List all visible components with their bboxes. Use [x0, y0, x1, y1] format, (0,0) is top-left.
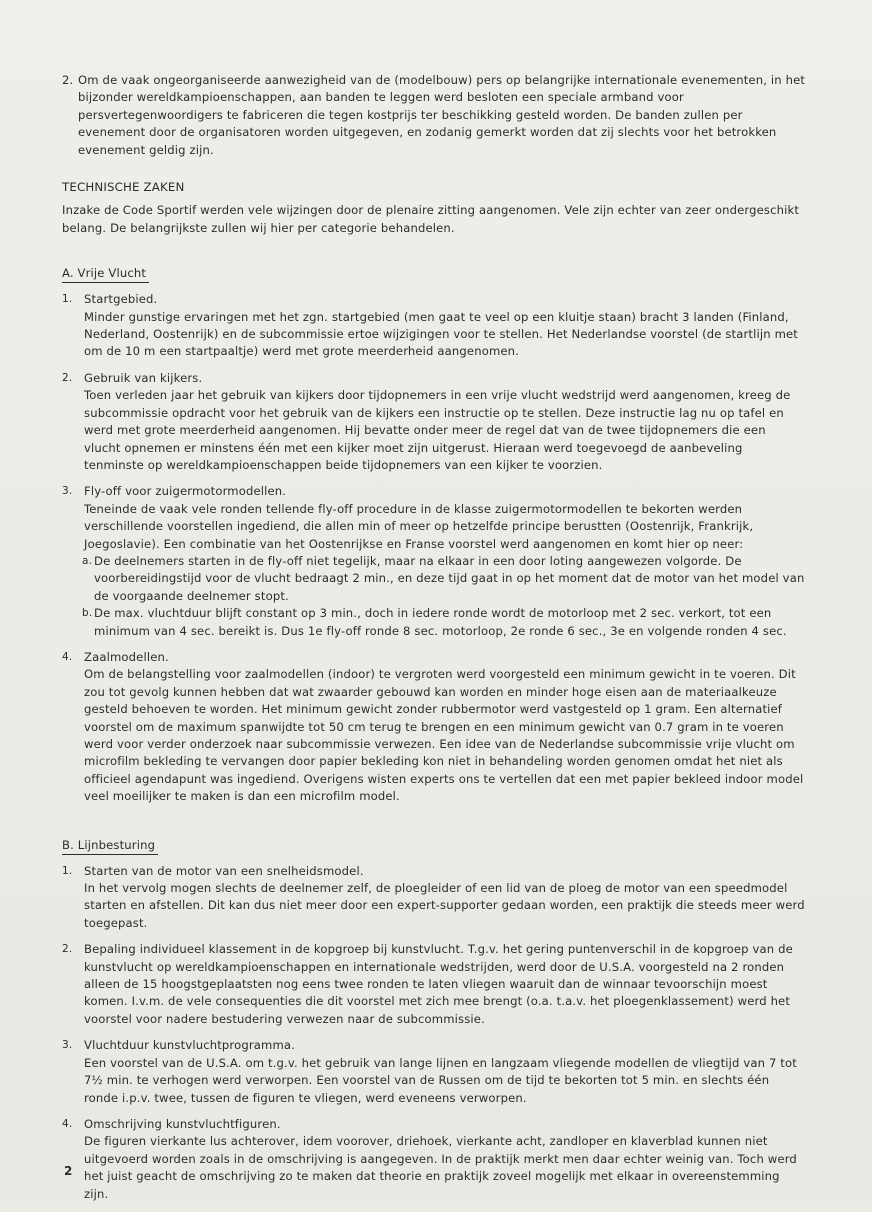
sub-item-text: De max. vluchtduur blijft constant op 3 min., doch in iedere ronde wordt de motorloop met 2 sec. verkort, tot een minimum van 4 sec. bereikt is. Dus 1e fly-off ronde 8 sec. motorloop, 2e ronde 6 sec., 3e en volgende ronden 4 sec. — [94, 606, 787, 638]
intro-text: Om de vaak ongeorganiseerde aanwezigheid van de (modelbouw) pers op belangrijke internationale evenementen, in het bijzonder wereldkampioenschappen, aan banden te leggen werd besloten een speciale armband voor persvertegenwoordigers te fabriceren die tegen kostprijs ter beschikking gesteld worden. De banden zullen per evenement door de organisatoren worden uitgegeven, en zodanig gemerkt worden dat zij slechts voor het betrokken evenement geldig zijn. — [78, 73, 806, 157]
list-item — [62, 483, 806, 640]
item-title: Startgebied. — [84, 292, 158, 307]
item-title: Zaalmodellen. — [84, 649, 169, 664]
item-text: Teneinde de vaak vele ronden tellende fly-off procedure in de klasse zuigermotormodellen te bekorten werden verschillende voorstellen ingediend, die allen min of meer op hetzelfde principe berustten (Oostenrijk, Frankrijk, Joegoslavie). Een combinatie van het Oostenrijkse en Franse voorstel werd aangenomen en komt hier op neer: — [84, 501, 754, 551]
item-text: De figuren vierkante lus achterover, idem voorover, driehoek, vierkante acht, zandloper en klaverblad kunnen niet uitgevoerd worden zoals in de omschrijving is aangegeven. In de praktijk merkt men daar echter weinig van. Toch werd het juist geacht de omschrijving zo te maken dat theorie en praktijk zoveel mogelijk met elkaar in overeenstemming zijn. — [84, 1134, 797, 1201]
section-lijnbesturing — [62, 837, 806, 1203]
item-number: 4. — [62, 1117, 73, 1130]
item-number: 4. — [62, 650, 73, 663]
section-title: B. Lijnbesturing — [62, 837, 158, 855]
sub-item-text: De deelnemers starten in de fly-off niet tegelijk, maar na elkaar in een door loting aangewezen volgorde. De voorbereidingstijd voor de vlucht bedraagt 2 min., en deze tijd gaat in op het moment dat de motor van het model van de voorgaande deelnemer stopt. — [94, 553, 805, 603]
item-title: Vluchtduur kunstvluchtprogramma. — [84, 1038, 295, 1053]
item-number: 1. — [62, 293, 73, 306]
list-item — [62, 649, 806, 806]
list-item — [62, 941, 806, 1028]
sub-item: a. De deelnemers starten in de fly-off niet tegelijk, maar na elkaar in een door loting aangewezen volgorde. De voorbereidingstijd voor de vlucht bedraagt 2 min., en deze tijd gaat in op het moment dat de motor van het model van de voorgaande deelnemer stopt. — [84, 553, 806, 605]
item-title: Omschrijving kunstvluchtfiguren. — [84, 1116, 281, 1131]
intro-paragraph — [62, 72, 806, 159]
item-number: 3. — [62, 1039, 73, 1052]
item-title: Fly-off voor zuigermotormodellen. — [84, 484, 287, 499]
intro-number: 2. — [62, 73, 74, 87]
section-heading: TECHNISCHE ZAKEN — [62, 180, 185, 195]
item-number: 2. — [62, 371, 73, 384]
heading-paragraph: Inzake de Code Sportif werden vele wijzingen door de plenaire zitting aangenomen. Vele zijn echter van zeer ondergeschikt belang. De belangrijkste zullen wij hier per categorie behandelen. — [62, 203, 800, 235]
page-content — [62, 72, 806, 1212]
item-title: Starten van de motor van een snelheidsmodel. — [84, 863, 364, 878]
item-text: In het vervolg mogen slechts de deelnemer zelf, de ploegleider of een lid van de ploeg de motor van een speedmodel starten en afstellen. Dit kan dus niet meer door een expert-supporter gedaan worden, een praktijk die steeds meer werd toegepast. — [84, 881, 805, 930]
sub-item: b. De max. vluchtduur blijft constant op 3 min., doch in iedere ronde wordt de motorloop met 2 sec. verkort, tot een minimum van 4 sec. bereikt is. Dus 1e fly-off ronde 8 sec. motorloop, 2e ronde 6 sec., 3e en volgende ronden 4 sec. — [84, 605, 806, 640]
section-title: A. Vrije Vlucht — [62, 265, 149, 283]
item-text: Bepaling individueel klassement in de kopgroep bij kunstvlucht. T.g.v. het gering puntenverschil in de kopgroep van de kunstvlucht op wereldkampioenschappen en internationale wedstrijden, werd door de U.S.A. voorgesteld na 2 ronden alleen de 15 hoogstgeplaatsten nog eens twee ronden te laten vliegen waaruit dan de winnaar tevoorschijn moest komen. I.v.m. de vele consequenties die dit voorstel met zich mee brengt (o.a. t.a.v. het ploegenklassement) werd het voorstel voor nadere bestudering verwezen naar de subcommissie. — [84, 942, 793, 1026]
item-text: Om de belangstelling voor zaalmodellen (indoor) te vergroten werd voorgesteld een minimum gewicht in te voeren. Dit zou tot gevolg kunnen hebben dat wat zwaarder gebouwd kan worden en minder hoge eisen aan de materiaalkeuze gesteld behoeven te worden. Het minimum gewicht zonder rubbermotor werd vastgesteld op 1 gram. Een alternatief voorstel om de maximum spanwijdte tot 50 cm terug te brengen en een minimum gewicht van 0.7 gram in te voeren werd voor verder onderzoek naar subcommissie verwezen. Een idee van de Nederlandse subcommissie vrije vlucht om microfilm bekleding te vervangen door papier bekleding kon niet in behandeling worden genomen omdat het niet als officieel agendapunt was ingediend. Overigens wisten experts ons te vertellen dat een met papier bekleed indoor model veel moeilijker te maken is dan een microfilm model. — [84, 667, 804, 804]
item-number: 1. — [62, 864, 73, 877]
list-item — [62, 1116, 806, 1203]
item-number: 2. — [62, 943, 73, 956]
item-text: Een voorstel van de U.S.A. om t.g.v. het gebruik van lange lijnen en langzaam vliegende modellen de vliegtijd van 7 tot 7½ min. te verhogen werd verworpen. Een voorstel van de Russen om de tijd te bekorten tot 5 min. en slechts één ronde i.p.v. twee, tussen de figuren te vliegen, werd eveneens verworpen. — [84, 1055, 797, 1105]
item-number: 3. — [62, 485, 73, 498]
page-number: 2 — [64, 1164, 73, 1178]
item-text: Toen verleden jaar het gebruik van kijkers door tijdopnemers in een vrije vlucht wedstrijd werd aangenomen, kreeg de subcommissie opdracht voor het gebruik van de kijkers een instructie op te stellen. Deze instructie lag nu op tafel en werd met grote meerderheid aangenomen. Hij bevatte onder meer de regel dat van de twee tijdopnemers die een vlucht opnemen er minstens één met een kijker moet zijn uitgerust. Hieraan werd toegevoegd de aanbeveling tenminste op wereldkampioenschappen beide tijdopnemers van een kijker te voorzien. — [84, 388, 791, 472]
list-item — [62, 1037, 806, 1107]
item-title: Gebruik van kijkers. — [84, 370, 203, 385]
section-vrije-vlucht — [62, 265, 806, 805]
list-item — [62, 370, 806, 474]
item-text: Minder gunstige ervaringen met het zgn. startgebied (men gaat te veel op een kluitje staan) bracht 3 landen (Finland, Nederland, Oostenrijk) en de subcommissie ertoe wijzigingen voor te stellen. Het Nederlandse voorstel (de startlijn met om de 10 m een startpaaltje) werd met grote meerderheid aangenomen. — [84, 309, 798, 359]
list-item — [62, 863, 806, 933]
list-item — [62, 291, 806, 361]
